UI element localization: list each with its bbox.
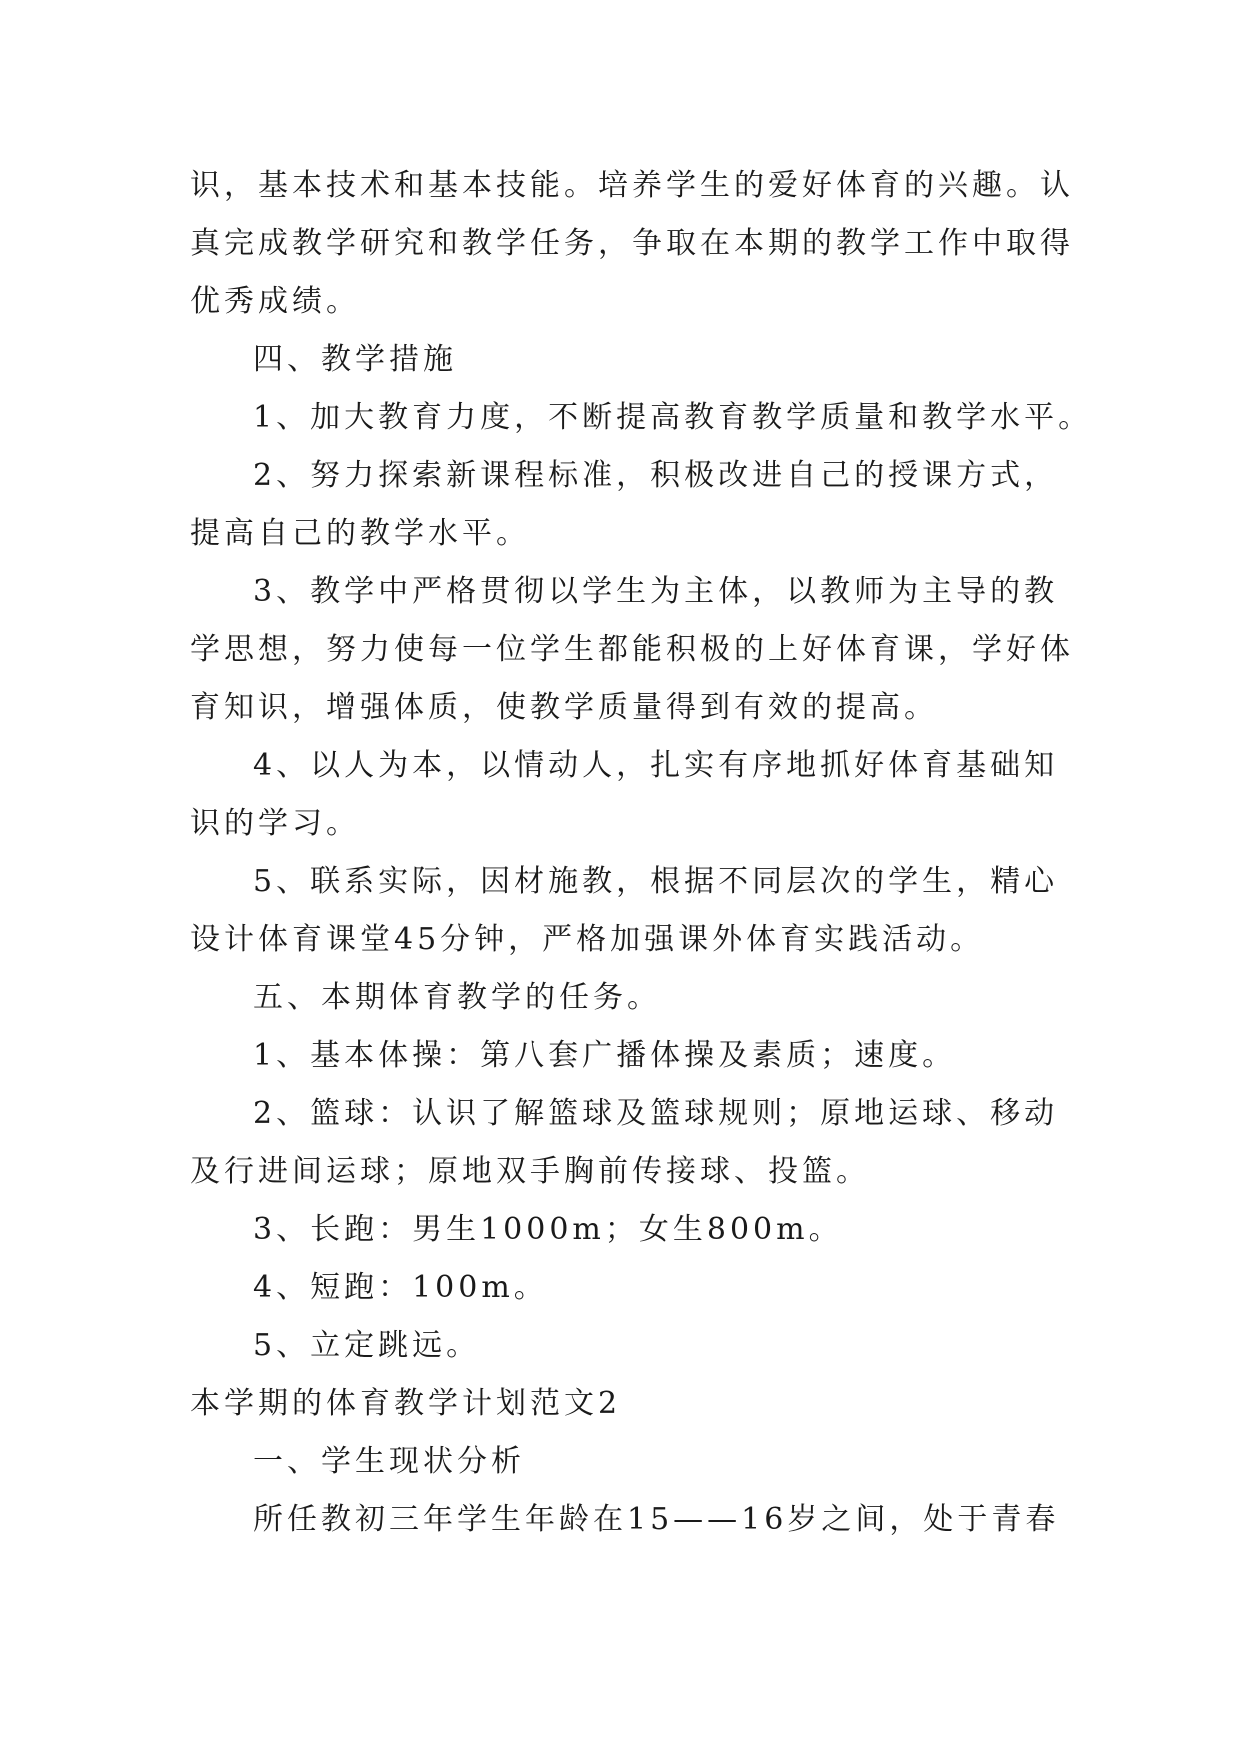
text-line: 2、努力探索新课程标准，积极改进自己的授课方式， [253, 458, 1059, 493]
section-heading: 四、教学措施 [253, 342, 457, 377]
text-line: 识，基本技术和基本技能。培养学生的爱好体育的兴趣。认 [190, 168, 1074, 203]
text-line: 所任教初三年学生年龄在15——16岁之间，处于青春 [253, 1502, 1060, 1537]
text-line: 优秀成绩。 [190, 284, 360, 319]
section-heading: 五、本期体育教学的任务。 [253, 980, 661, 1015]
text-line: 真完成教学研究和教学任务，争取在本期的教学工作中取得 [190, 226, 1074, 261]
text-line: 提高自己的教学水平。 [190, 516, 530, 551]
section-heading: 一、学生现状分析 [253, 1444, 525, 1479]
text-line: 4、以人为本，以情动人，扎实有序地抓好体育基础知 [253, 748, 1059, 783]
text-line: 1、加大教育力度，不断提高教育教学质量和教学水平。 [253, 400, 1093, 435]
text-line: 及行进间运球；原地双手胸前传接球、投篮。 [190, 1154, 870, 1189]
text-line: 1、基本体操：第八套广播体操及素质；速度。 [253, 1038, 957, 1073]
text-line: 5、联系实际，因材施教，根据不同层次的学生，精心 [253, 864, 1059, 899]
text-line: 学思想，努力使每一位学生都能积极的上好体育课，学好体 [190, 632, 1074, 667]
text-line: 育知识，增强体质，使教学质量得到有效的提高。 [190, 690, 938, 725]
text-line: 2、篮球：认识了解篮球及篮球规则；原地运球、移动 [253, 1096, 1059, 1131]
article-title: 本学期的体育教学计划范文2 [190, 1386, 622, 1421]
text-line: 设计体育课堂45分钟，严格加强课外体育实践活动。 [190, 922, 985, 957]
text-line: 3、教学中严格贯彻以学生为主体，以教师为主导的教 [253, 574, 1059, 609]
text-line: 3、长跑：男生1000m；女生800m。 [253, 1212, 843, 1247]
text-line: 识的学习。 [190, 806, 360, 841]
text-line: 5、立定跳远。 [253, 1328, 481, 1363]
text-line: 4、短跑：100m。 [253, 1270, 548, 1305]
